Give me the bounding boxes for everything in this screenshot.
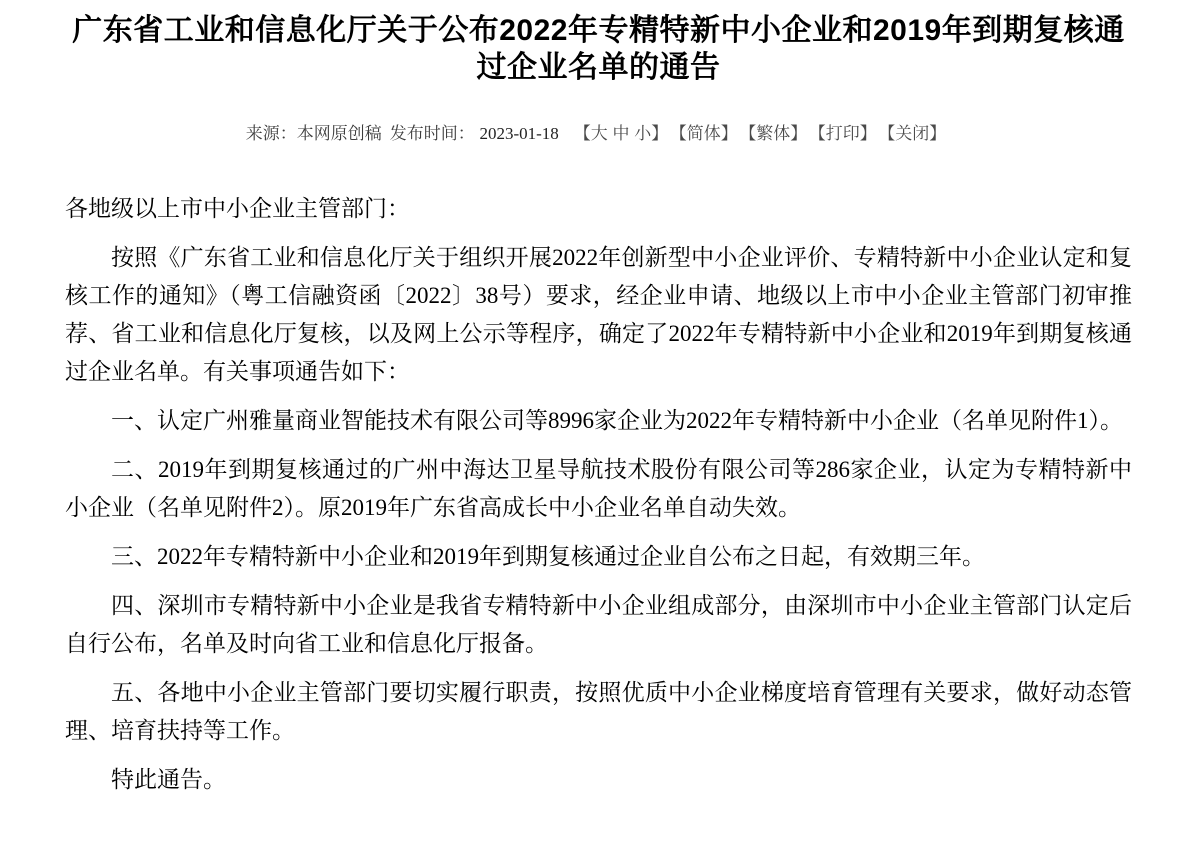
paragraph-item-2: 二、2019年到期复核通过的广州中海达卫星导航技术股份有限公司等286家企业，认定为专精特新中小企业（名单见附件2）。原2019年广东省高成长中小企业名单自动失效。 — [65, 457, 1132, 520]
traditional-chinese-action[interactable]: 【繁体】 — [747, 124, 808, 143]
paragraph-item-5: 五、各地中小企业主管部门要切实履行职责，按照优质中小企业梯度培育管理有关要求，做好动态管理、培育扶持等工作。 — [65, 680, 1132, 743]
paragraph-item-1: 一、认定广州雅量商业智能技术有限公司等8996家企业为2022年专精特新中小企业（名单见附件1）。 — [111, 408, 1123, 433]
simplified-chinese-action[interactable]: 【简体】 — [678, 124, 738, 143]
font-size-action[interactable]: 【大 中 小】 — [573, 124, 669, 143]
article-body — [65, 190, 1132, 799]
source-label: 来源： — [245, 124, 297, 143]
paragraph-intro: 按照《广东省工业和信息化厅关于组织开展2022年创新型中小企业评价、专精特新中小企业认定和复核工作的通知》（粤工信融资函〔2022〕38号）要求，经企业申请、地级以上市中小企业主管部门初审推荐、省工业和信息化厅复核，以及网上公示等程序，确定了2022年专精特新中小企业和2019年到期复核通过企业名单。有关事项通告如下： — [65, 245, 1132, 384]
article-title: 广东省工业和信息化厅关于公布2022年专精特新中小企业和2019年到期复核通过企业名单的通告 — [72, 14, 1125, 84]
print-action[interactable]: 【打印】 — [817, 124, 877, 143]
salutation: 各地级以上市中小企业主管部门： — [65, 196, 410, 221]
paragraph-closing: 特此通告。 — [111, 767, 226, 792]
meta-bar — [0, 124, 1197, 144]
source-value: 本网原创稿 — [296, 124, 382, 143]
close-action[interactable]: 【关闭】 — [886, 124, 947, 143]
paragraph-item-4: 四、深圳市专精特新中小企业是我省专精特新中小企业组成部分，由深圳市中小企业主管部门认定后自行公布，名单及时向省工业和信息化厅报备。 — [65, 593, 1132, 656]
publish-time-label: 发布时间： — [389, 124, 475, 143]
publish-date: 2023-01-18 — [479, 124, 559, 143]
paragraph-item-3: 三、2022年专精特新中小企业和2019年到期复核通过企业自公布之日起，有效期三年。 — [111, 544, 985, 569]
